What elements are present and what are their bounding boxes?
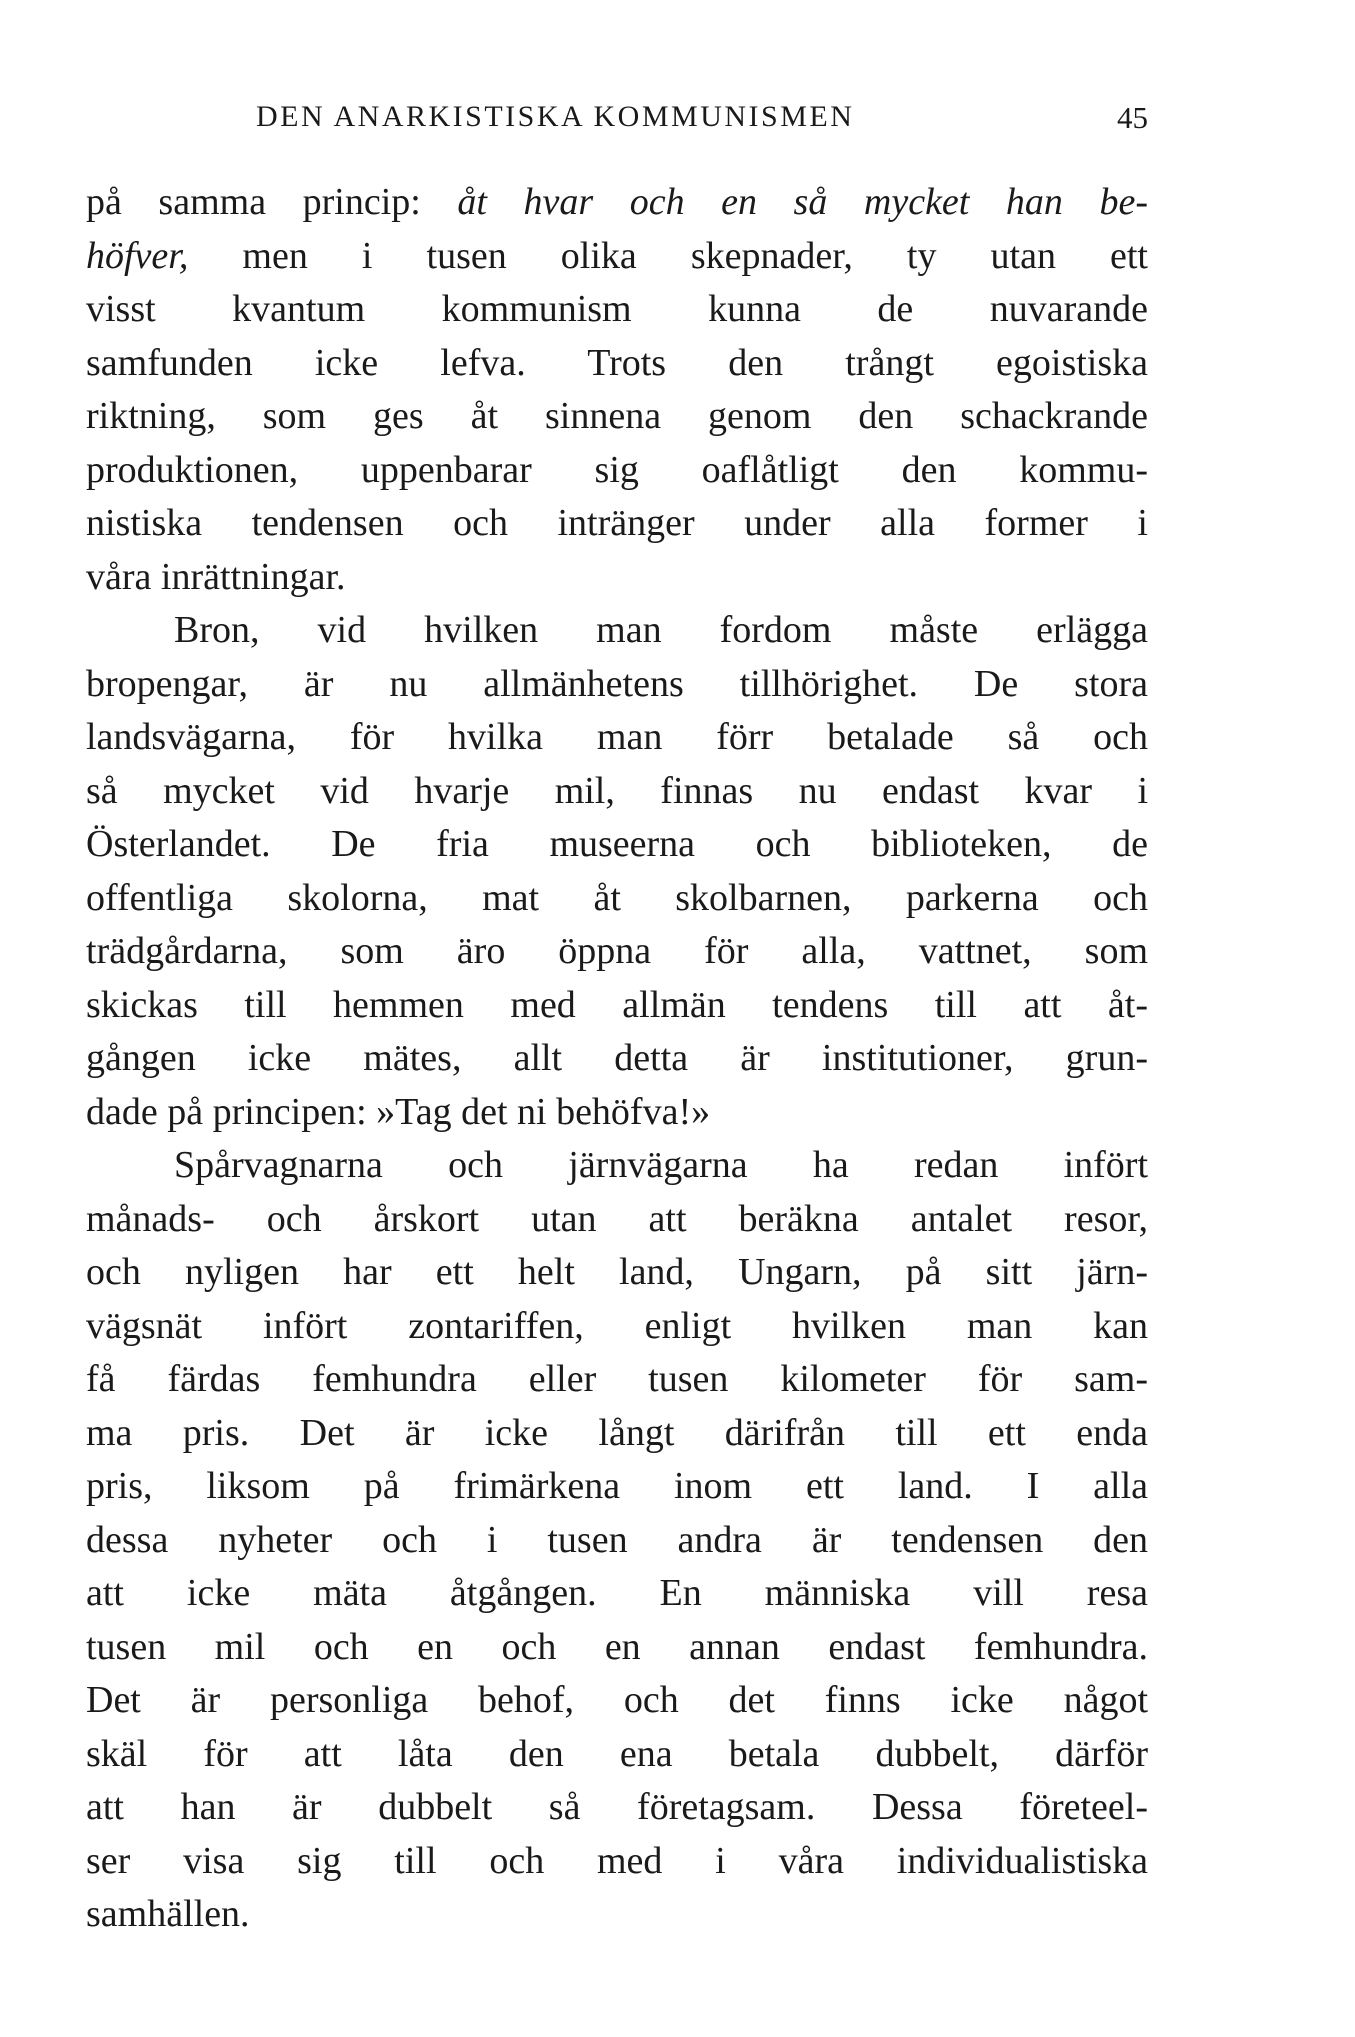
- italic-text-span: höfver,: [86, 234, 189, 277]
- body-text: [86, 176, 1148, 1942]
- text-line: nistiska tendensen och intränger under alla former i: [86, 502, 1148, 544]
- text-line: gången icke mätes, allt detta är institutioner, grun-: [86, 1037, 1148, 1079]
- text-line: månads- och årskort utan att beräkna antalet resor,: [86, 1197, 1148, 1240]
- text-line: så mycket vid hvarje mil, finnas nu endast kvar i: [86, 769, 1148, 812]
- italic-text-span: åt hvar och en så mycket han be-: [457, 181, 1148, 223]
- text-line: tusen mil och en och en annan endast femhundra.: [86, 1625, 1148, 1668]
- text-line: få färdas femhundra eller tusen kilometer för sam-: [86, 1358, 1148, 1400]
- paragraph-first-line: Spårvagnarna och järnvägarna ha redan infört: [174, 1144, 1148, 1186]
- text-line: dade på principen: »Tag det ni behöfva!»: [86, 1090, 711, 1133]
- text-line: ma pris. Det är icke långt därifrån till ett enda: [86, 1411, 1148, 1454]
- text-line: att han är dubbelt så företagsam. Dessa företeel-: [86, 1786, 1148, 1828]
- text-span: på samma princip:: [86, 181, 458, 223]
- paragraph-first-line: Bron, vid hvilken man fordom måste erlägga: [174, 609, 1148, 651]
- running-head: [86, 100, 1148, 140]
- text-line: ser visa sig till och med i våra individualistiska: [86, 1839, 1148, 1882]
- text-line: [86, 176, 1148, 230]
- text-line: dessa nyheter och i tusen andra är tendensen den: [86, 1518, 1148, 1561]
- text-line: offentliga skolorna, mat åt skolbarnen, parkerna och: [86, 876, 1148, 919]
- text-span: men i tusen olika skepnader, ty utan ett: [188, 234, 1148, 277]
- text-line: pris, liksom på frimärkena inom ett land. I alla: [86, 1465, 1148, 1507]
- running-title: DEN ANARKISTISKA KOMMUNISMEN: [256, 100, 855, 133]
- text-line: riktning, som ges åt sinnena genom den schackrande: [86, 395, 1148, 437]
- text-line: Det är personliga behof, och det finns icke något: [86, 1679, 1148, 1721]
- text-line: skäl för att låta den ena betala dubbelt, därför: [86, 1732, 1148, 1775]
- text-line: produktionen, uppenbarar sig oaflåtligt den kommu-: [86, 448, 1148, 491]
- text-line: samhällen.: [86, 1893, 250, 1935]
- text-line: samfunden icke lefva. Trots den trångt egoistiska: [86, 341, 1148, 384]
- text-line: bropengar, är nu allmänhetens tillhörighet. De stora: [86, 662, 1148, 705]
- text-line: och nyligen har ett helt land, Ungarn, på sitt järn-: [86, 1251, 1148, 1293]
- text-line: våra inrättningar.: [86, 555, 346, 598]
- text-line: visst kvantum kommunism kunna de nuvarande: [86, 288, 1148, 330]
- text-line: landsvägarna, för hvilka man förr betalade så och: [86, 716, 1148, 758]
- text-line: vägsnät infört zontariffen, enligt hvilken man kan: [86, 1304, 1148, 1347]
- text-line: trädgårdarna, som äro öppna för alla, vattnet, som: [86, 930, 1148, 972]
- page-number: 45: [1117, 100, 1148, 135]
- text-line: [86, 230, 1148, 284]
- text-line: skickas till hemmen med allmän tendens till att åt-: [86, 983, 1148, 1026]
- text-line: att icke mäta åtgången. En människa vill resa: [86, 1572, 1148, 1614]
- text-line: Österlandet. De fria museerna och biblioteken, de: [86, 823, 1148, 865]
